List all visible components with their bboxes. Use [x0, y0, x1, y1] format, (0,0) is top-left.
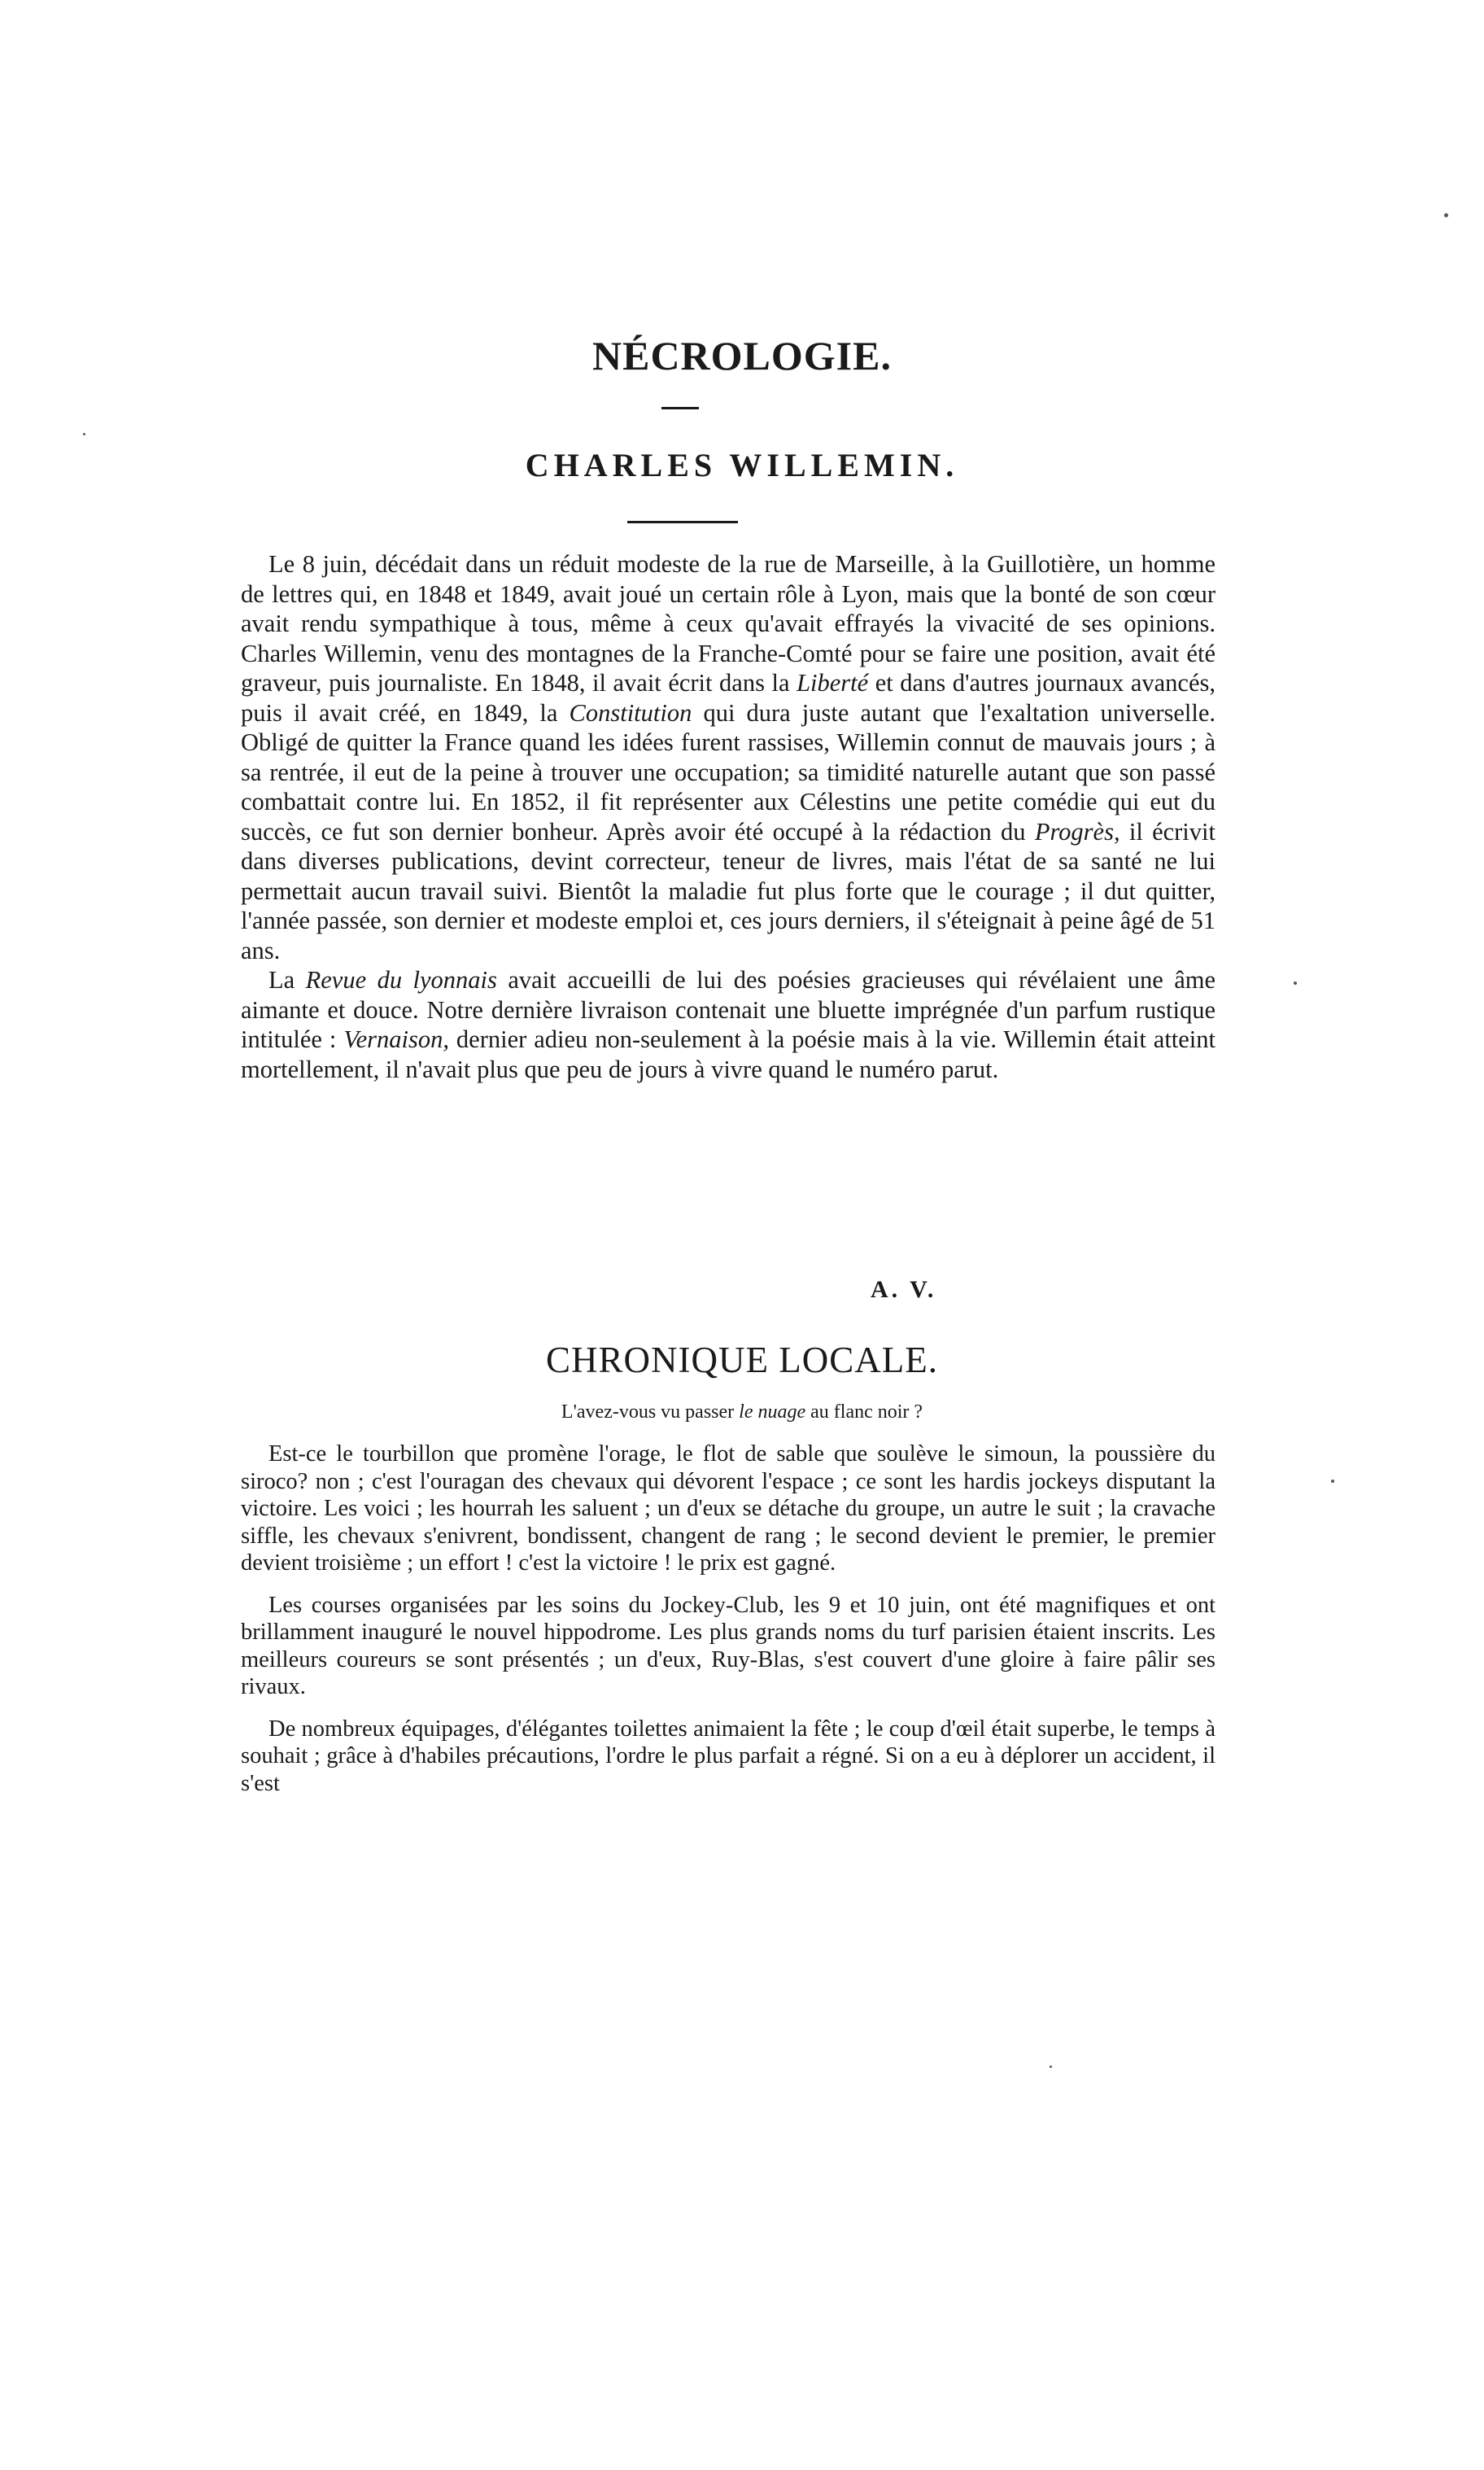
- paper-speck: [1331, 1480, 1334, 1483]
- necrologie-title: NÉCROLOGIE.: [591, 333, 892, 378]
- journal-title-revue: Revue du lyonnais: [305, 966, 497, 994]
- paper-speck: [1050, 2066, 1052, 2068]
- text-run: il écrivit dans diverses publications, devint correcteur, teneur de livres, mais l'état de sa santé ne lui permettait aucun travail suivi. Bientôt la maladie fut plus forte que le courage ; il dut quitter, l'année passée, son dernier et modeste emploi et, ces jours derniers, il s'éteignait à peine âgé de 51 ans.: [241, 817, 1216, 964]
- text-run: L'avez-vous vu passer: [561, 1401, 740, 1423]
- text-run: avait accueilli de lui des poésies gracieuses qui révélaient une âme aimante et douce. Notre dernière livraison contenait une bluette imprégnée d'un parfum rustique intitulée :: [241, 966, 1216, 1053]
- text-run-italic: le nuage: [739, 1401, 806, 1423]
- chronique-title: CHRONIQUE LOCALE.: [546, 1340, 938, 1380]
- paper-speck: [1294, 981, 1297, 985]
- necrologie-body: [241, 549, 1216, 1084]
- necrologie-paragraph-1: [241, 549, 1216, 965]
- chronique-paragraph-3: De nombreux équipages, d'élégantes toilettes animaient la fête ; le coup d'œil était superbe, le temps à souhait ; grâce à d'habiles précautions, l'ordre le plus parfait a régné. Si on a eu à déplorer un accident, il s'est: [241, 1716, 1216, 1796]
- necrologie-subject: CHARLES WILLEMIN.: [525, 447, 959, 483]
- necrologie-paragraph-2: [241, 965, 1216, 1084]
- paper-speck: [1444, 213, 1448, 217]
- text-run: qui dura juste autant que l'exaltation universelle. Obligé de quitter la France quand les idées furent rassises, Willemin connut de mauvais jours ; à sa rentrée, il eut de la peine à trouver une occupation; sa timidité naturelle autant que son passé combattait contre lui. En 1852, il fit représenter aux Célestins une petite comédie qui eut du succès, ce fut son dernier bonheur. Après avoir été occupé à la rédaction du: [241, 698, 1216, 846]
- chronique-body: [241, 1440, 1216, 1812]
- chronique-paragraph-1: Est-ce le tourbillon que promène l'orage, le flot de sable que soulève le simoun, la poussière du siroco? non ; c'est l'ouragan des chevaux qui dévorent l'espace ; ce sont les hardis jockeys disputant la victoire. Les voici ; les hourrah les saluent ; un d'eux se détache du groupe, un autre le suit ; la cravache siffle, les chevaux s'enivrent, bondissent, changent de rang ; le second devient le premier, le premier devient troisième ; un effort ! c'est la victoire ! le prix est gagné.: [241, 1441, 1216, 1576]
- text-run: La: [268, 966, 306, 994]
- subject-divider: [627, 521, 738, 523]
- chronique-paragraph-2: Les courses organisées par les soins du Jockey-Club, les 9 et 10 juin, ont été magnifiques et ont brillamment inauguré le nouvel hippodrome. Les plus grands noms du turf parisien étaient inscrits. Les meilleurs coureurs se sont présentés ; un d'eux, Ruy-Blas, s'est couvert d'une gloire à faire pâlir ses rivaux.: [241, 1592, 1216, 1699]
- text-run: et dans d'autres journaux avancés, puis il avait créé, en 1849, la: [241, 669, 1216, 727]
- journal-title-constitution: Constitution: [569, 698, 692, 727]
- text-run: Le 8 juin, décédait dans un réduit modeste de la rue de Marseille, à la Guillotière, un homme de lettres qui, en 1848 et 1849, avait joué un certain rôle à Lyon, mais que la bonté de son cœur avait rendu sympathique à tous, même à ceux qu'avait effrayés la vivacité de ses opinions. Charles Willemin, venu des montagnes de la Franche-Comté pour se faire une position, avait été graveur, puis journaliste. En 1848, il avait écrit dans la: [241, 550, 1216, 697]
- text-run: dernier adieu non-seulement à la poésie mais à la vie. Willemin était atteint mortellement, il n'avait plus que peu de jours à vivre quand le numéro parut.: [241, 1025, 1216, 1083]
- author-signature: A. V.: [871, 1276, 937, 1303]
- journal-title-liberte: Liberté: [797, 669, 869, 697]
- chronique-epigraph: [0, 1401, 1484, 1423]
- paper-speck: [83, 433, 85, 435]
- journal-title-progres: Progrès,: [1034, 817, 1120, 846]
- title-divider: [661, 407, 699, 409]
- poem-title-vernaison: Vernaison,: [343, 1025, 449, 1053]
- text-run: au flanc noir ?: [805, 1401, 923, 1423]
